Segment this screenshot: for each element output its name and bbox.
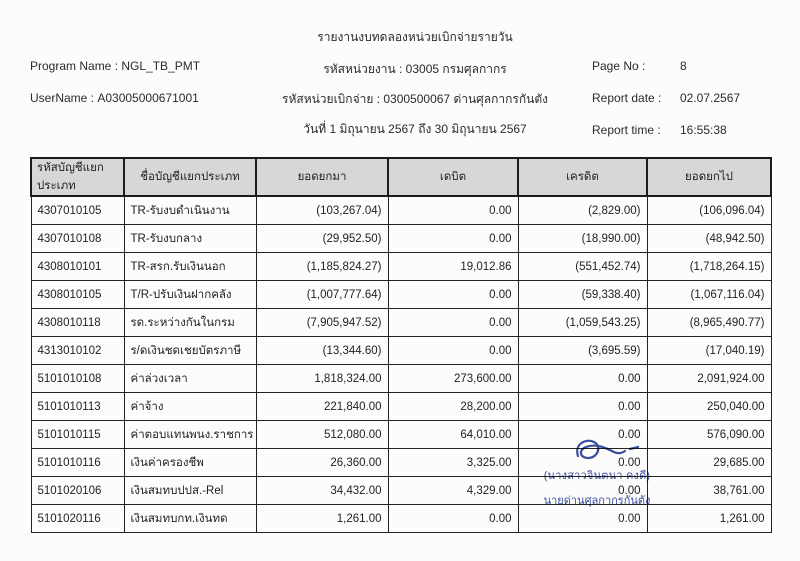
credit-cell: (59,338.40) [518,281,647,309]
closing-balance-cell: (8,965,490.77) [647,309,771,337]
account-code-cell: 5101010115 [31,421,124,449]
account-name-cell: รด.ระหว่างกันในกรม [124,309,256,337]
closing-balance-cell: (1,067,116.04) [647,281,771,309]
table-row [31,225,771,253]
table-row [31,393,771,421]
table-row [31,505,771,533]
username-label: UserName : [30,91,95,105]
account-code-cell: 4308010118 [31,309,124,337]
credit-cell: (2,829.00) [518,196,647,225]
opening-balance-cell: (103,267.04) [256,196,388,225]
header-center [230,22,600,144]
account-name-cell: เงินสมทบปปส.-Rel [124,477,256,505]
credit-cell: 0.00 [518,365,647,393]
opening-balance-cell: 221,840.00 [256,393,388,421]
opening-balance-cell: 26,360.00 [256,449,388,477]
debit-cell: 0.00 [388,281,518,309]
debit-cell: 19,012.86 [388,253,518,281]
account-name-cell: เงินค่าครองชีพ [124,449,256,477]
account-code-cell: 5101020106 [31,477,124,505]
closing-balance-cell: (17,040.19) [647,337,771,365]
credit-cell: (18,990.00) [518,225,647,253]
page-no-value: 8 [680,59,687,73]
account-code-cell: 5101010113 [31,393,124,421]
debit-cell: 64,010.00 [388,421,518,449]
signature-name: (นางสาวจินตนา คงดี) [543,470,651,482]
account-name-cell: ค่าล่วงเวลา [124,365,256,393]
closing-balance-cell: 250,040.00 [647,393,771,421]
account-code-cell: 5101010116 [31,449,124,477]
col-header-account-code: รหัสบัญชีแยกประเภท [31,158,124,196]
account-code-cell: 5101010108 [31,365,124,393]
debit-cell: 28,200.00 [388,393,518,421]
credit-cell: 0.00 [518,449,647,477]
program-name-value: NGL_TB_PMT [121,59,201,73]
col-header-debit: เดบิต [388,158,518,196]
closing-balance-cell: 576,090.00 [647,421,771,449]
table-row [31,421,771,449]
account-code-cell: 4308010105 [31,281,124,309]
agency-line: รหัสหน่วยงาน : 03005 กรมศุลกากร [323,62,507,76]
report-date-label: Report date : [592,91,662,105]
account-name-cell: TR-รับงบดำเนินงาน [124,196,256,225]
debit-cell: 0.00 [388,505,518,533]
date-range-line: วันที่ 1 มิถุนายน 2567 ถึง 30 มิถุนายน 2567 [303,122,527,136]
report-time-label: Report time : [592,123,661,137]
col-header-credit: เครดิต [518,158,647,196]
table-body [31,196,771,533]
table-header-row [31,158,771,196]
closing-balance-cell: 1,261.00 [647,505,771,533]
report-title: รายงานงบทดลองหน่วยเบิกจ่ายรายวัน [317,30,513,44]
debit-cell: 0.00 [388,337,518,365]
closing-balance-cell: (1,718,264.15) [647,253,771,281]
credit-cell: 0.00 [518,477,647,505]
credit-cell: (1,059,543.25) [518,309,647,337]
table-row [31,477,771,505]
page-no-label: Page No : [592,59,646,73]
opening-balance-cell: (1,007,777.64) [256,281,388,309]
account-name-cell: T/R-ปรับเงินฝากคลัง [124,281,256,309]
account-name-cell: ร/ดเงินชดเชยบัตรภาษี [124,337,256,365]
credit-cell: 0.00 [518,421,647,449]
closing-balance-cell: (106,096.04) [647,196,771,225]
account-name-cell: TR-รับงบกลาง [124,225,256,253]
opening-balance-cell: 34,432.00 [256,477,388,505]
opening-balance-cell: (29,952.50) [256,225,388,253]
closing-balance-cell: 38,761.00 [647,477,771,505]
credit-cell: 0.00 [518,393,647,421]
header-right [592,50,740,146]
col-header-opening-balance: ยอดยกมา [256,158,388,196]
opening-balance-cell: 1,261.00 [256,505,388,533]
signature-title: นายด่านศุลกากรกันตัง [543,495,651,507]
debit-cell: 0.00 [388,309,518,337]
closing-balance-cell: 2,091,924.00 [647,365,771,393]
header-left [30,50,200,114]
report-time-value: 16:55:38 [680,123,727,137]
account-name-cell: ค่าจ้าง [124,393,256,421]
opening-balance-cell: (1,185,824.27) [256,253,388,281]
opening-balance-cell: 512,080.00 [256,421,388,449]
table-row [31,449,771,477]
debit-cell: 273,600.00 [388,365,518,393]
account-name-cell: เงินสมทบกท.เงินทด [124,505,256,533]
account-code-cell: 4307010108 [31,225,124,253]
account-name-cell: TR-สรก.รับเงินนอก [124,253,256,281]
table-row [31,309,771,337]
disburse-unit-line: รหัสหน่วยเบิกจ่าย : 0300500067 ด่านศุลกากรกันตัง [282,92,548,106]
table-row [31,253,771,281]
debit-cell: 3,325.00 [388,449,518,477]
opening-balance-cell: (7,905,947.52) [256,309,388,337]
username-value: A03005000671001 [97,91,199,105]
credit-cell: 0.00 [518,505,647,533]
trial-balance-table [30,157,772,533]
account-code-cell: 5101020116 [31,505,124,533]
account-code-cell: 4307010105 [31,196,124,225]
debit-cell: 0.00 [388,225,518,253]
account-code-cell: 4313010102 [31,337,124,365]
account-name-cell: ค่าตอบแทนพนง.ราชการ [124,421,256,449]
program-name-label: Program Name : [30,59,119,73]
credit-cell: (3,695.59) [518,337,647,365]
closing-balance-cell: (48,942.50) [647,225,771,253]
debit-cell: 0.00 [388,196,518,225]
table-row [31,196,771,225]
closing-balance-cell: 29,685.00 [647,449,771,477]
table-row [31,365,771,393]
col-header-closing-balance: ยอดยกไป [647,158,771,196]
opening-balance-cell: 1,818,324.00 [256,365,388,393]
debit-cell: 4,329.00 [388,477,518,505]
table-row [31,281,771,309]
col-header-account-name: ชื่อบัญชีแยกประเภท [124,158,256,196]
opening-balance-cell: (13,344.60) [256,337,388,365]
report-date-value: 02.07.2567 [680,91,741,105]
table-row [31,337,771,365]
credit-cell: (551,452.74) [518,253,647,281]
account-code-cell: 4308010101 [31,253,124,281]
